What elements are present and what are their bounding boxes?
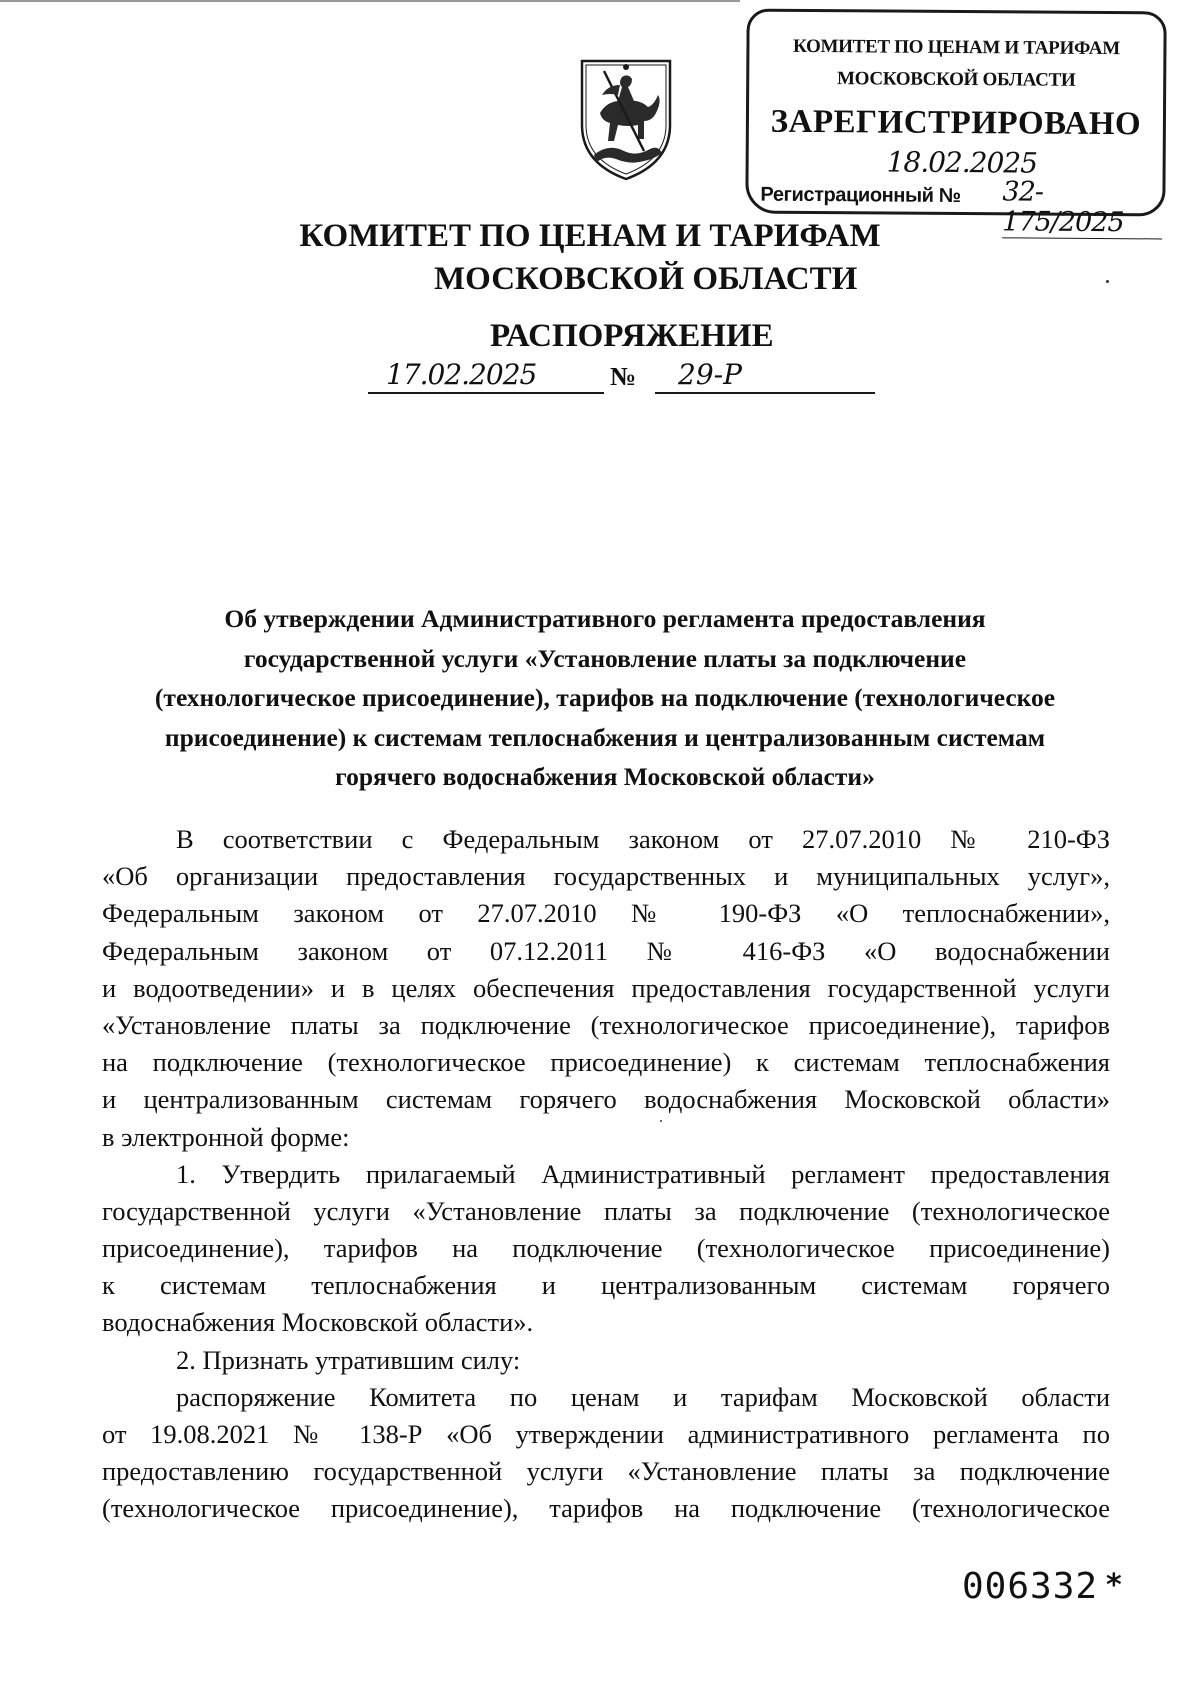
stamp-org-line1: КОМИТЕТ ПО ЦЕНАМ И ТАРИФАМ	[792, 35, 1120, 60]
title-line: (технологическое присоединение), тарифов на подключение (технологическое	[154, 683, 1056, 712]
body-line: к системам теплоснабжения и централизованным системам горячего	[102, 1270, 1110, 1301]
org-name-line1: КОМИТЕТ ПО ЦЕНАМ И ТАРИФАМ	[299, 218, 881, 254]
page-serial-code: 006332	[962, 1566, 1099, 1607]
body-line: «Установление платы за подключение (технологическое присоединение), тарифов	[102, 1009, 1110, 1040]
body-line: 2. Признать утратившим силу:	[176, 1344, 521, 1375]
registration-stamp	[745, 9, 1166, 239]
body-line: и водоотведении» и в целях обеспечения предоставления государственной услуги	[102, 972, 1110, 1003]
scan-speck	[1106, 280, 1109, 283]
stamp-status: ЗАРЕГИСТРИРОВАНО	[770, 103, 1142, 143]
body-line: в электронной форме:	[102, 1121, 350, 1152]
number-underline	[655, 392, 875, 394]
stamp-handwritten-regnum: 32-175/2025	[1002, 177, 1162, 239]
body-line: от 19.08.2021 № 138-Р «Об утверждении административного регламента по	[102, 1419, 1110, 1449]
title-line: государственной услуги «Установление платы за подключение	[243, 643, 967, 673]
body-line: «Об организации предоставления государственных и муниципальных услуг»,	[102, 861, 1110, 892]
org-name-line2: МОСКОВСКОЙ ОБЛАСТИ	[434, 261, 858, 297]
body-line: Федеральным законом от 07.12.2011 № 416-ФЗ «О водоснабжении	[102, 935, 1110, 966]
page-serial-mark: *	[1106, 1568, 1122, 1603]
body-line: 1. Утвердить прилагаемый Административный регламент предоставления	[176, 1158, 1110, 1189]
body-line: Федеральным законом от 27.07.2010 № 190-ФЗ «О теплоснабжении»,	[102, 898, 1110, 929]
stamp-handwritten-date: 18.02.2025	[886, 145, 1038, 180]
body-line: государственной услуги «Установление платы за подключение (технологическое	[102, 1195, 1110, 1226]
document-body	[102, 821, 1110, 1528]
stamp-regnum-label: Регистрационный №	[760, 183, 961, 208]
scan-speck	[660, 1120, 662, 1122]
document-handwritten-date: 17.02.2025	[386, 358, 537, 391]
title-line: присоединение) к системам теплоснабжения и централизованным системам	[164, 722, 1046, 752]
title-line: горячего водоснабжения Московской области»	[335, 762, 875, 791]
coat-of-arms-icon	[574, 55, 678, 183]
body-line: на подключение (технологическое присоединение) к системам теплоснабжения	[102, 1047, 1110, 1078]
document-handwritten-number: 29-Р	[678, 358, 742, 391]
stamp-org-line2: МОСКОВСКОЙ ОБЛАСТИ	[836, 68, 1076, 91]
date-underline	[368, 392, 604, 394]
body-line: присоединение), тарифов на подключение (технологическое присоединение)	[102, 1233, 1110, 1264]
title-line: Об утверждении Административного регламента предоставления	[224, 604, 986, 633]
body-line: (технологическое присоединение), тарифов на подключение (технологическое	[102, 1493, 1110, 1524]
document-date-number	[368, 358, 878, 394]
body-line: водоснабжения Московской области».	[102, 1307, 534, 1338]
body-line: предоставлению государственной услуги «Установление платы за подключение	[102, 1456, 1110, 1487]
body-line: В соответствии с Федеральным законом от 27.07.2010 № 210-ФЗ	[176, 824, 1110, 854]
body-line: и централизованным системам горячего водоснабжения Московской области»	[102, 1084, 1110, 1115]
number-sign: №	[610, 362, 637, 391]
top-edge-rule	[0, 0, 740, 2]
document-title	[100, 599, 1110, 797]
body-line: распоряжение Комитета по ценам и тарифам Московской области	[176, 1381, 1110, 1412]
document-type: РАСПОРЯЖЕНИЕ	[490, 318, 774, 354]
